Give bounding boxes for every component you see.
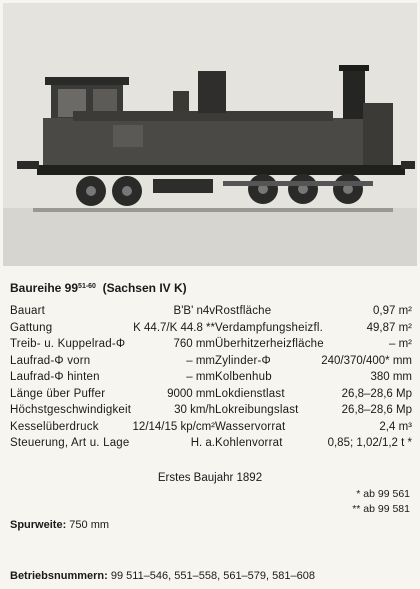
right-row [215, 386, 412, 403]
right-spec-column [215, 303, 412, 452]
left-row [10, 435, 215, 452]
left-value: K 44.7/K 44.8 ** [133, 321, 215, 334]
right-label: Zylinder-Φ [215, 354, 271, 367]
left-value: B'B' n4v [173, 305, 215, 317]
left-label: Treib- u. Kuppelrad-Φ [10, 338, 126, 350]
gauge-label: Spurweite: [10, 519, 67, 531]
right-value: 26,8–28,6 Mp [341, 404, 412, 416]
left-row [10, 386, 215, 403]
right-row [215, 402, 412, 419]
series-number-superscript: 51-60 [78, 283, 96, 290]
left-label: Gattung [10, 321, 53, 334]
left-label: Laufrad-Φ vorn [10, 354, 91, 367]
right-value: 49,87 m² [366, 321, 412, 334]
series-title [10, 281, 187, 295]
left-label: Kesselüberdruck [10, 420, 99, 433]
operating-numbers [10, 570, 315, 582]
left-row [10, 419, 215, 436]
left-value: – mm [186, 371, 215, 383]
series-class: (Sachsen IV K) [102, 281, 187, 295]
left-label: Steuerung, Art u. Lage [10, 437, 130, 449]
right-value: – m² [389, 338, 412, 350]
left-value: – mm [186, 354, 215, 367]
right-row [215, 336, 412, 353]
first-build-year: Erstes Baujahr 1892 [157, 472, 263, 484]
right-label: Lokreibungslast [215, 404, 299, 416]
right-label: Kolbenhub [215, 371, 272, 383]
footnote-1: * ab 99 561 [356, 488, 410, 500]
right-value: 0,97 m² [373, 305, 412, 317]
right-row [215, 320, 412, 337]
left-label: Laufrad-Φ hinten [10, 371, 100, 383]
right-row [215, 435, 412, 452]
right-row [215, 419, 412, 436]
left-label: Höchstgeschwindigkeit [10, 404, 132, 416]
right-label: Kohlenvorrat [215, 437, 283, 449]
left-value: H. a. [190, 437, 215, 449]
right-value: 0,85; 1,02/1,2 t * [327, 437, 412, 449]
right-label: Überhitzerheizfläche [215, 338, 324, 350]
right-label: Lokdienstlast [215, 387, 285, 400]
left-value: 760 mm [173, 338, 215, 350]
footnote-2: ** ab 99 581 [352, 502, 410, 515]
series-name: Baureihe 99 [10, 281, 79, 295]
left-row [10, 353, 215, 370]
right-label: Verdampfungsheizfl. [215, 321, 324, 334]
operating-numbers-label: Betriebsnummern: [10, 570, 108, 582]
left-value: 30 km/h [174, 404, 215, 416]
gauge-value: 750 mm [69, 519, 110, 531]
right-value: 26,8–28,6 Mp [341, 387, 412, 400]
gauge [10, 519, 109, 531]
right-row [215, 369, 412, 386]
right-row [215, 353, 412, 370]
left-spec-column [10, 303, 215, 452]
right-label: Wasservorrat [215, 420, 286, 433]
locomotive-photo [3, 3, 417, 266]
left-value: 9000 mm [167, 387, 215, 400]
right-value: 2,4 m³ [379, 420, 412, 433]
right-value: 380 mm [370, 371, 412, 383]
left-row [10, 369, 215, 386]
left-row [10, 336, 215, 353]
left-label: Länge über Puffer [10, 387, 106, 400]
operating-numbers-value: 99 511–546, 551–558, 561–579, 581–608 [110, 570, 315, 582]
right-label: Rostfläche [215, 305, 272, 317]
right-row [215, 303, 412, 320]
left-row [10, 303, 215, 320]
left-value: 12/14/15 kp/cm² [132, 420, 215, 433]
right-value: 240/370/400* mm [321, 354, 412, 367]
left-label: Bauart [10, 305, 46, 317]
spec-table [10, 303, 412, 452]
left-row [10, 320, 215, 337]
left-row [10, 402, 215, 419]
footnotes [352, 487, 410, 516]
